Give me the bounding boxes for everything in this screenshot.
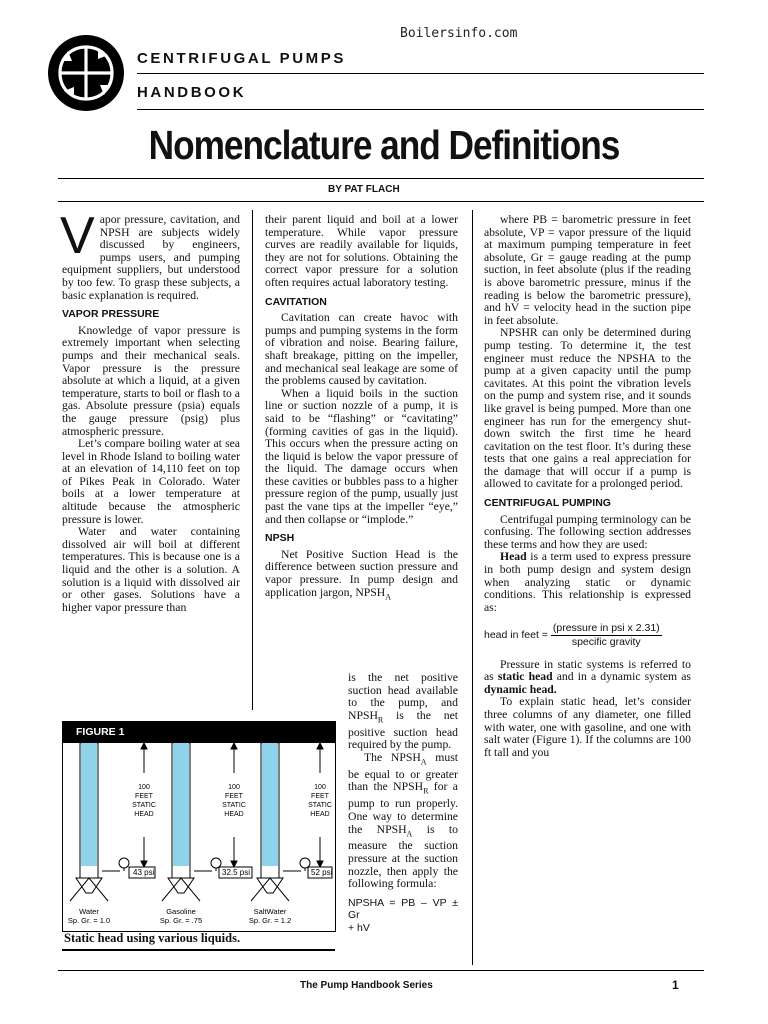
paragraph: Head is a term used to express pressure in both pump design and system design when analyzing static or dynamic conditions. This relationship is expressed as: — [484, 550, 691, 614]
column-rule — [472, 210, 473, 965]
figure-label-bar: FIGURE 1 — [62, 721, 335, 743]
specific-gravity: Sp. Gr. = .75 — [159, 916, 203, 925]
divider — [58, 178, 704, 179]
section-heading: NPSH — [265, 532, 295, 545]
specific-gravity: Sp. Gr. = 1.2 — [248, 916, 292, 925]
head-label: HEAD — [224, 811, 244, 818]
divider — [58, 970, 704, 971]
column-1 — [60, 207, 240, 614]
divider — [58, 201, 704, 202]
paragraph: Let’s compare boiling water at sea level in Rhode Island to boiling water at an elevation of 14,110 feet on top of Pikes Peak in Colorado. Water boils at a lower temperature at altitude because the atmospheric pressure is lower. — [62, 437, 240, 526]
liquid-name: Gasoline — [166, 907, 196, 916]
head-label: STATIC — [308, 802, 332, 809]
head-label: HEAD — [310, 811, 330, 818]
head-label: 100 — [314, 784, 326, 791]
figure-caption: Static head using various liquids. — [64, 931, 241, 945]
site-watermark: Boilersinfo.com — [400, 26, 518, 41]
paragraph: The $NPSH_A$ must be equal to or greater than the $NPSH_R$ for a pump to run properly. One way to determine the $NPSH_A$ is to measure the suction pressure at the suction nozzle, then apply the following formula: — [348, 750, 458, 891]
paragraph: apor pressure, cavitation, and NPSH are subjects widely discussed by engineers, pumps users, and pumping equipment suppliers, but understood by too few. To grasp these subjects, a basic explanation is required. — [62, 213, 240, 302]
head-label: HEAD — [134, 811, 154, 818]
column-3 — [484, 214, 691, 759]
paragraph: Net Positive Suction Head is the difference between suction pressure and vapor pressure. In pump design and application jargon, $NPSH_A$ — [265, 547, 458, 601]
paragraph: Knowledge of vapor pressure is extremely important when selecting pumps and their mechanical seals. Vapor pressure is the pressure absolute at which a liquid, at a given temperature, starts to boil or flash to a gas. Absolute pressure (psia) equals the gauge pressure (psig) plus atmospheric pressure. — [62, 323, 240, 438]
divider — [137, 109, 704, 110]
divider — [62, 949, 335, 951]
paragraph: Pressure in static systems is referred to as static head and in a dynamic system as dynamic head. — [484, 657, 691, 696]
byline: BY PAT FLACH — [328, 184, 400, 195]
specific-gravity: Sp. Gr. = 1.0 — [67, 916, 111, 925]
pressure-reading: 32.5 psi — [222, 868, 251, 877]
head-formula: head in feet = $\frac{\text{(pressure in psi x 2.31)}}{\text{specific gravity}}$ — [484, 622, 660, 648]
section-heading: VAPOR PRESSURE — [62, 308, 160, 321]
pump-logo — [46, 33, 126, 113]
liquid-name: Water — [79, 907, 99, 916]
paragraph: their parent liquid and boil at a lower temperature. While vapor pressure curves are readily available for liquids, they are not for solutions. Obtaining the correct vapor pressure for a solution often requires actual laboratory testing. — [265, 213, 458, 289]
static-head-diagram — [62, 743, 334, 930]
page-number: 1 — [672, 978, 679, 992]
section-heading: CAVITATION — [265, 295, 327, 308]
paragraph: To explain static head, let’s consider three columns of any diameter, one filled with water, one with gasoline, and one with salt water (Figure 1). If the columns are 100 ft tall and you — [484, 695, 691, 759]
liquid-name: SaltWater — [253, 907, 287, 916]
head-label: 100 — [138, 784, 150, 791]
paragraph: Centrifugal pumping terminology can be confusing. The following section addresses these terms and how they are used: — [484, 512, 691, 551]
article-title: Nomenclature and Definitions — [148, 122, 620, 168]
paragraph: is the net positive suction head available to the pump, and $NPSH_R$ is the net positive suction head required by the pump. — [348, 671, 459, 752]
series-subtitle: HANDBOOK — [137, 84, 247, 101]
divider — [137, 73, 704, 74]
head-label: STATIC — [132, 802, 156, 809]
pressure-reading: 52 psi — [311, 868, 333, 877]
gasoline-column — [162, 743, 221, 901]
paragraph: When a liquid boils in the suction line or suction nozzle of a pump, it is said to be “flashing” or “cavitating” (forming cavities of gas in the liquid). This occurs when the pressure acting on the liquid is below the vapor pressure of the liquid. The damage occurs when these cavities or bubbles pass to a higher pressure region of the pump, usually just past the vane tips at the impeller “eye,” and then collapse or “implode.” — [265, 386, 458, 526]
drop-cap: V — [60, 207, 95, 265]
head-label: FEET — [311, 793, 329, 800]
column-2 — [265, 214, 458, 604]
paragraph: Cavitation can create havoc with pumps and pumping systems in the form of vibration and noise. Bearing failure, shaft breakage, pitting on the impeller, and mechanical seal leakage are some of the problems caused by cavitation. — [265, 311, 458, 388]
series-title: CENTRIFUGAL PUMPS — [137, 50, 346, 67]
column-2-wrap — [348, 672, 458, 945]
footer-series: The Pump Handbook Series — [300, 980, 433, 991]
pressure-reading: 43 psi — [133, 868, 155, 877]
head-label: FEET — [225, 793, 243, 800]
npsh-formula: NPSHA = PB – VP ± Gr + hV — [348, 896, 458, 934]
paragraph: where PB = barometric pressure in feet absolute, VP = vapor pressure of the liquid at maximum pumping temperature in feet absolute, Gr = gauge reading at the pump suction, in feet absolute (plus if the reading is above barometric pressure, minus if the reading is below the barometric pressure), and hV = velocity head in the suction pipe in feet absolute. — [484, 213, 691, 327]
paragraph: Water and water containing dissolved air will boil at different temperatures. This is because one is a liquid and the other is a solution. A solution is a liquid with dissolved air or other gases. Solutions have a higher vapor pressure than — [62, 525, 240, 614]
saltwater-column — [251, 743, 310, 901]
water-column — [70, 743, 129, 901]
head-label: STATIC — [222, 802, 246, 809]
head-label: 100 — [228, 784, 240, 791]
paragraph: NPSHR can only be determined during pump testing. To determine it, the test engineer must reduce the NPSHA to the pump at a given capacity until the pump cavitates. At this point the vibration levels on the pump and system rise, and it sounds like gravel is being pumped. More than one engineer has run for the emergency shut-down switch the first time he heard cavitation on the test floor. It’s during these tests that one gains a real appreciation for the damage that will occur if a pump is allowed to cavitate for a prolonged period. — [484, 326, 691, 491]
head-label: FEET — [135, 793, 153, 800]
column-rule — [252, 210, 253, 710]
section-heading: CENTRIFUGAL PUMPING — [484, 497, 611, 510]
